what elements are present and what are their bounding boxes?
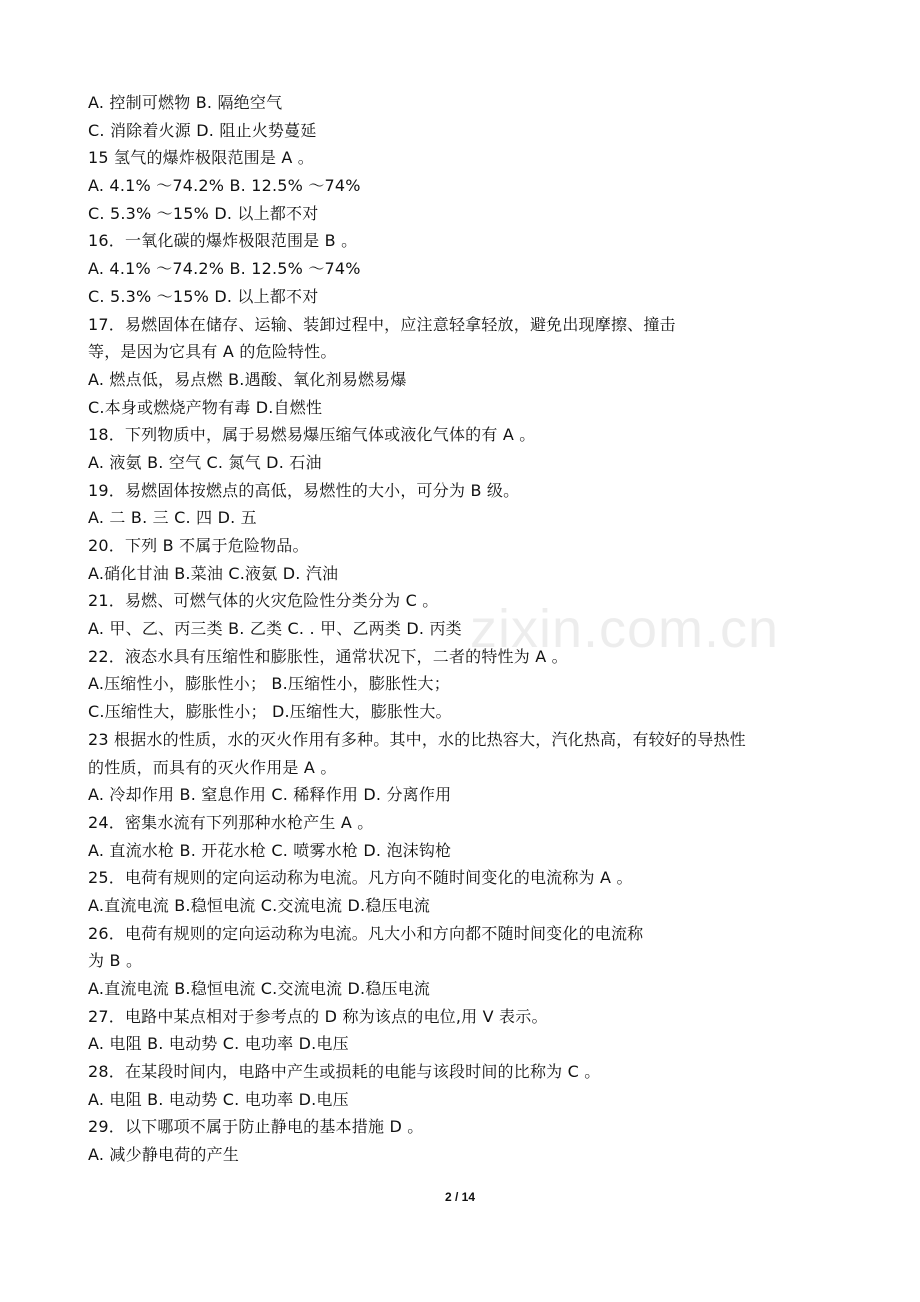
text-line: 25．电荷有规则的定向运动称为电流。凡方向不随时间变化的电流称为 A 。	[88, 868, 633, 888]
text-line: 27．电路中某点相对于参考点的 D 称为该点的电位,用 V 表示。	[88, 1006, 548, 1026]
text-line: 21．易燃、可燃气体的火灾危险性分类分为 C 。	[88, 591, 439, 611]
text-line: C.压缩性大，膨胀性小； D.压缩性大，膨胀性大。	[88, 702, 452, 722]
text-line: C.本身或燃烧产物有毒 D.自燃性	[88, 397, 323, 417]
text-line: 19．易燃固体按燃点的高低，易燃性的大小，可分为 B 级。	[88, 480, 520, 500]
text-line: A.压缩性小，膨胀性小； B.压缩性小，膨胀性大；	[88, 674, 450, 694]
text-line: 为 B 。	[88, 951, 143, 971]
text-line: C. 5.3% ～15% D. 以上都不对	[88, 286, 319, 306]
text-line: A. 4.1% ～74.2% B. 12.5% ～74%	[88, 259, 361, 279]
text-line: A.直流电流 B.稳恒电流 C.交流电流 D.稳压电流	[88, 979, 431, 998]
text-line: 28．在某段时间内，电路中产生或损耗的电能与该段时间的比称为 C 。	[88, 1062, 601, 1082]
text-line: A. 液氨 B. 空气 C. 氮气 D. 石油	[88, 452, 322, 472]
text-line: 26．电荷有规则的定向运动称为电流。凡大小和方向都不随时间变化的电流称	[88, 923, 644, 943]
text-line: A. 4.1% ～74.2% B. 12.5% ～74%	[88, 176, 361, 196]
text-line: C. 5.3% ～15% D. 以上都不对	[88, 203, 319, 223]
text-line: A.直流电流 B.稳恒电流 C.交流电流 D.稳压电流	[88, 895, 431, 915]
text-line: A. 甲、乙、丙三类 B. 乙类 C. . 甲、乙两类 D. 丙类	[88, 619, 462, 639]
text-line: 22．液态水具有压缩性和膨胀性，通常状况下，二者的特性为 A 。	[88, 646, 568, 666]
text-line: A. 二 B. 三 C. 四 D. 五	[88, 508, 257, 528]
watermark: zixin.com.cn	[470, 599, 780, 659]
text-line: A. 冷却作用 B. 窒息作用 C. 稀释作用 D. 分离作用	[88, 785, 452, 805]
text-line: C. 消除着火源 D. 阻止火势蔓延	[88, 120, 317, 140]
text-line: 15 氢气的爆炸极限范围是 A 。	[88, 148, 314, 168]
text-line: 24．密集水流有下列那种水枪产生 A 。	[88, 812, 374, 832]
text-line: A. 控制可燃物 B. 隔绝空气	[88, 93, 283, 112]
text-line: A. 直流水枪 B. 开花水枪 C. 喷雾水枪 D. 泡沫钩枪	[88, 840, 452, 860]
text-line: 17．易燃固体在储存、运输、装卸过程中，应注意轻拿轻放，避免出现摩擦、撞击	[88, 314, 676, 334]
text-line: A. 燃点低，易点燃 B.遇酸、氧化剂易燃易爆	[88, 369, 407, 389]
text-line: 23 根据水的性质，水的灭火作用有多种。其中，水的比热容大，汽化热高，有较好的导热性	[88, 729, 746, 749]
text-line: 的性质，而具有的灭火作用是 A 。	[88, 757, 337, 777]
text-line: 29．以下哪项不属于防止静电的基本措施 D 。	[88, 1117, 424, 1137]
text-line: 18．下列物质中，属于易燃易爆压缩气体或液化气体的有 A 。	[88, 425, 536, 445]
text-line: 16．一氧化碳的爆炸极限范围是 B 。	[88, 231, 358, 251]
text-line: 20．下列 B 不属于危险物品。	[88, 536, 309, 555]
page-number: 2 / 14	[444, 1190, 476, 1204]
text-line: A.硝化甘油 B.菜油 C.液氨 D. 汽油	[88, 563, 339, 583]
text-line: A. 电阻 B. 电动势 C. 电功率 D.电压	[88, 1089, 349, 1109]
text-line: A. 减少静电荷的产生	[88, 1145, 240, 1165]
text-line: 等，是因为它具有 A 的危险特性。	[88, 342, 337, 362]
text-line: A. 电阻 B. 电动势 C. 电功率 D.电压	[88, 1034, 349, 1054]
